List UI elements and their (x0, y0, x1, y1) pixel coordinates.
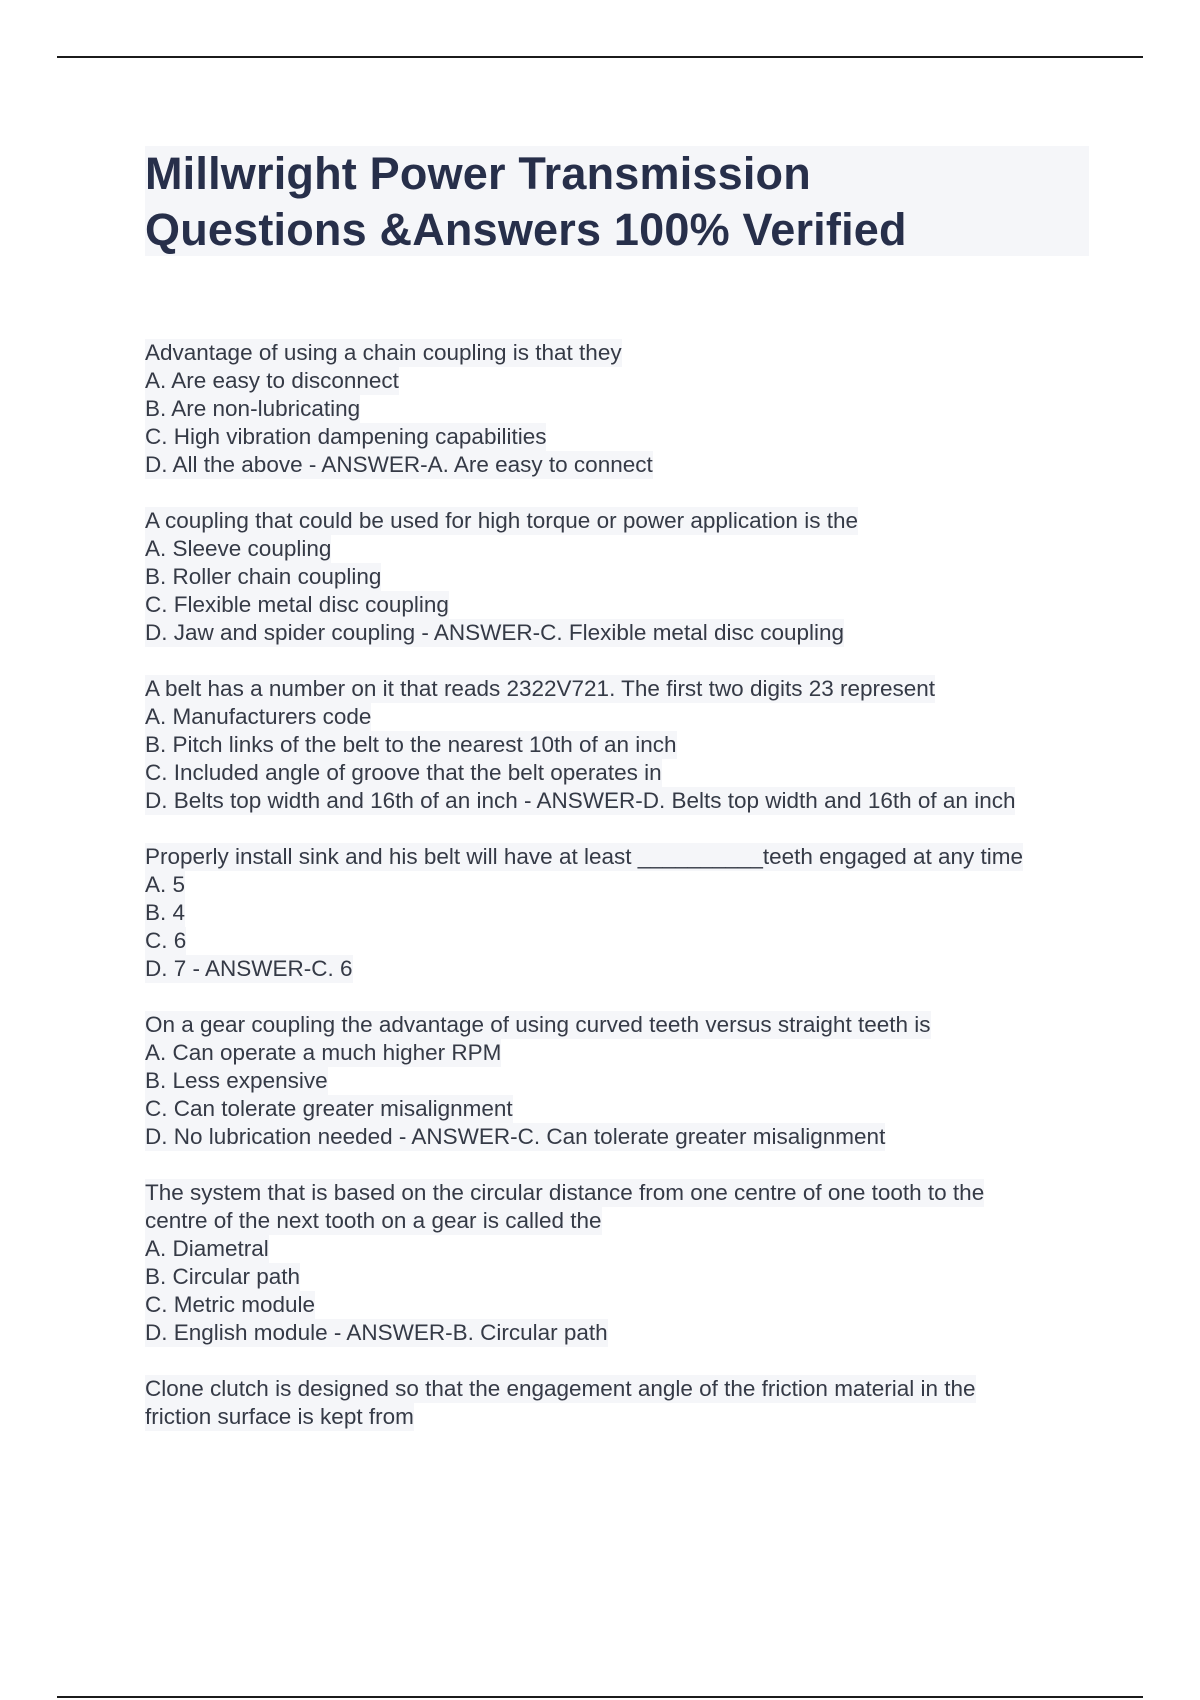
option-d-answer: D. English module - ANSWER-B. Circular path (145, 1320, 608, 1345)
question-prompt-line-2: friction surface is kept from (145, 1404, 414, 1429)
questions-content (145, 339, 1105, 1459)
option-b: B. Circular path (145, 1264, 301, 1289)
option-a: A. Can operate a much higher RPM (145, 1040, 502, 1065)
question-prompt: Advantage of using a chain coupling is that they (145, 340, 622, 365)
option-b: B. 4 (145, 900, 186, 925)
top-rule (57, 56, 1143, 58)
option-c: C. 6 (145, 928, 187, 953)
option-d-answer: D. 7 - ANSWER-C. 6 (145, 956, 353, 981)
question-prompt-line-1: Clone clutch is designed so that the engagement angle of the friction material in the (145, 1376, 976, 1401)
question-prompt: Properly install sink and his belt will have at least __________teeth engaged at any time (145, 844, 1024, 869)
title-block (145, 146, 1089, 256)
option-a: A. Diametral (145, 1236, 269, 1261)
option-b: B. Pitch links of the belt to the nearest 10th of an inch (145, 732, 677, 757)
question-prompt: On a gear coupling the advantage of using curved teeth versus straight teeth is (145, 1012, 931, 1037)
option-c: C. High vibration dampening capabilities (145, 424, 547, 449)
option-c: C. Included angle of groove that the belt operates in (145, 760, 662, 785)
option-d-answer: D. Belts top width and 16th of an inch - ANSWER-D. Belts top width and 16th of an inch (145, 788, 1016, 813)
question-7 (145, 1375, 1105, 1431)
question-6 (145, 1179, 1105, 1347)
option-a: A. Are easy to disconnect (145, 368, 399, 393)
question-prompt-line-2: centre of the next tooth on a gear is called the (145, 1208, 602, 1233)
option-c: C. Flexible metal disc coupling (145, 592, 449, 617)
question-prompt: A coupling that could be used for high torque or power application is the (145, 508, 858, 533)
question-2 (145, 507, 1105, 647)
option-b: B. Are non-lubricating (145, 396, 361, 421)
option-c: C. Metric module (145, 1292, 316, 1317)
question-4 (145, 843, 1105, 983)
document-title (145, 146, 1089, 258)
option-a: A. Sleeve coupling (145, 536, 332, 561)
question-prompt-line-1: The system that is based on the circular distance from one centre of one tooth to the (145, 1180, 985, 1205)
question-3 (145, 675, 1105, 815)
option-b: B. Less expensive (145, 1068, 328, 1093)
bottom-rule (57, 1696, 1143, 1698)
option-d-answer: D. Jaw and spider coupling - ANSWER-C. Flexible metal disc coupling (145, 620, 845, 645)
option-a: A. Manufacturers code (145, 704, 372, 729)
question-5 (145, 1011, 1105, 1151)
title-line-1: Millwright Power Transmission (145, 148, 811, 199)
option-d-answer: D. No lubrication needed - ANSWER-C. Can tolerate greater misalignment (145, 1124, 886, 1149)
option-b: B. Roller chain coupling (145, 564, 382, 589)
question-1 (145, 339, 1105, 479)
title-line-2: Questions &Answers 100% Verified (145, 204, 907, 255)
option-d-answer: D. All the above - ANSWER-A. Are easy to connect (145, 452, 653, 477)
option-c: C. Can tolerate greater misalignment (145, 1096, 513, 1121)
question-prompt: A belt has a number on it that reads 2322V721. The first two digits 23 represent (145, 676, 936, 701)
option-a: A. 5 (145, 872, 186, 897)
